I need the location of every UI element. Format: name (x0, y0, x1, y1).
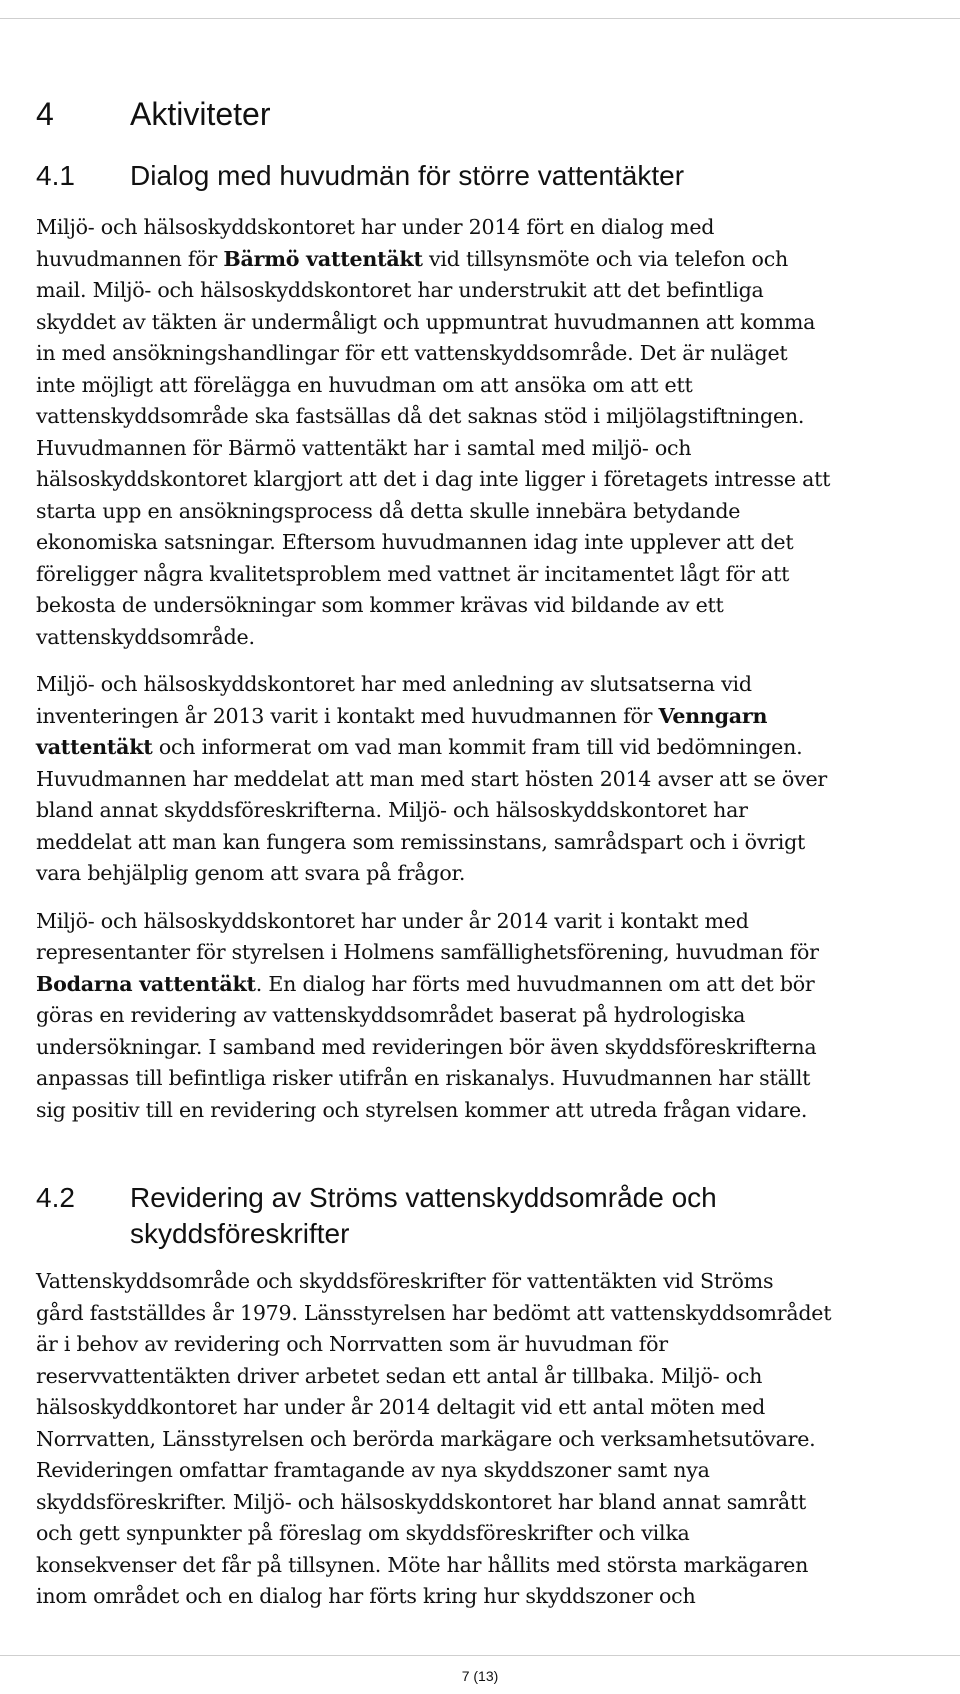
section-4-2-body (36, 1266, 936, 1613)
section-title-line: skyddsföreskrifter (130, 1218, 350, 1249)
text-line: är i behov av revidering och Norrvatten som är huvudman för (36, 1332, 668, 1356)
text-line: bland annat skyddsföreskrifterna. Miljö- och hälsoskyddskontoret har (36, 798, 748, 822)
section-title: Dialog med huvudmän för större vattentäkter (130, 160, 685, 191)
text-line: reservvattentäkten driver arbetet sedan ett antal år tillbaka. Miljö- och (36, 1363, 763, 1388)
section-title-line: Revidering av Ströms vattenskyddsområde och (130, 1182, 717, 1213)
bold-term: Bodarna vattentäkt (36, 971, 256, 996)
text-line: in med ansökningshandlingar för ett vattenskyddsområde. Det är nuläget (36, 341, 788, 365)
bold-term: vattentäkt (36, 735, 153, 759)
text-line: hälsoskyddkontoret har under år 2014 deltagit vid ett antal möten med (36, 1395, 766, 1419)
text-line: Miljö- och hälsoskyddskontoret har med anledning av slutsatserna vid (36, 672, 752, 696)
text-line: Miljö- och hälsoskyddskontoret har under 2014 fört en dialog med (36, 215, 715, 239)
text-line: skyddet av täkten är undermåligt och uppmuntrat huvudmannen att komma (36, 309, 816, 334)
text-line: ekonomiska satsningar. Eftersom huvudmannen idag inte upplever att det (36, 530, 794, 554)
bold-term: Venngarn (658, 703, 768, 728)
text-line: skyddsföreskrifter. Miljö- och hälsoskyddskontoret har bland annat samrått (36, 1489, 806, 1514)
text-line: konsekvenser det får på tillsynen. Möte har hållits med största markägaren (36, 1552, 809, 1577)
text-line: vara behjälplig genom att svara på frågor. (36, 861, 466, 885)
text-line: göras en revidering av vattenskyddsområdet baserat på hydrologiska (36, 1003, 746, 1027)
header-rule (0, 18, 960, 19)
body-paragraph (36, 1266, 936, 1613)
section-heading-4-2 (36, 1180, 936, 1252)
chapter-title: Aktiviteter (130, 96, 271, 132)
section-number: 4.2 (36, 1182, 75, 1213)
text-line: inventeringen år 2013 varit i kontakt med huvudmannen för Venngarn (36, 703, 768, 728)
body-paragraph (36, 212, 936, 653)
text-line: hälsoskyddskontoret klargjort att det i dag inte ligger i företagets intresse att (36, 467, 831, 491)
text-line: vattentäkt och informerat om vad man kommit fram till vid bedömningen. (36, 735, 803, 759)
text-line: Norrvatten, Länsstyrelsen och berörda markägare och verksamhetsutövare. (36, 1426, 816, 1451)
text-line: vattenskyddsområde. (36, 624, 255, 649)
text-line: gård fastställdes år 1979. Länsstyrelsen har bedömt att vattenskyddsområdet (36, 1300, 832, 1325)
footer-rule (0, 1655, 960, 1656)
text-line: Revideringen omfattar framtagande av nya skyddszoner samt nya (36, 1458, 710, 1482)
text-line: representanter för styrelsen i Holmens samfällighetsförening, huvudman för (36, 940, 819, 964)
text-line: Miljö- och hälsoskyddskontoret har under år 2014 varit i kontakt med (36, 908, 749, 933)
text-line: föreligger några kvalitetsproblem med vattnet är incitamentet lågt för att (36, 561, 790, 586)
text-line: mail. Miljö- och hälsoskyddskontoret har understrukit att det befintliga (36, 278, 764, 302)
text-line: Huvudmannen för Bärmö vattentäkt har i samtal med miljö- och (36, 435, 692, 460)
text-line: Huvudmannen har meddelat att man med start hösten 2014 avser att se över (36, 766, 827, 791)
text-line: anpassas till befintliga risker utifrån en riskanalys. Huvudmannen har ställt (36, 1066, 811, 1090)
section-title (130, 1180, 936, 1252)
text-line: inte möjligt att förelägga en huvudman om att ansöka om att ett (36, 372, 693, 397)
section-4-1-body (36, 212, 936, 1126)
bold-term: Bärmö vattentäkt (223, 246, 423, 271)
page-number: 7 (13) (461, 1668, 499, 1684)
text-line: Bodarna vattentäkt. En dialog har förts med huvudmannen om att det bör (36, 971, 815, 996)
body-paragraph (36, 669, 936, 890)
text-line: inom området och en dialog har förts kring hur skyddszoner och (36, 1584, 696, 1608)
text-line: och gett synpunkter på föreslag om skyddsföreskrifter och vilka (36, 1521, 690, 1545)
section-heading-4-1 (36, 154, 936, 198)
text-line: undersökningar. I samband med revideringen bör även skyddsföreskrifterna (36, 1034, 817, 1059)
body-paragraph (36, 906, 936, 1127)
text-line: starta upp en ansökningsprocess då detta skulle innebära betydande (36, 498, 741, 523)
section-number: 4.1 (36, 160, 75, 191)
text-line: sig positiv till en revidering och styrelsen kommer att utreda frågan vidare. (36, 1097, 808, 1122)
text-line: vattenskyddsområde ska fastsällas då det saknas stöd i miljölagstiftningen. (36, 404, 805, 428)
text-line: Vattenskyddsområde och skyddsföreskrifter för vattentäkten vid Ströms (36, 1269, 774, 1293)
text-line: huvudmannen för Bärmö vattentäkt vid tillsynsmöte och via telefon och (36, 246, 789, 271)
text-line: bekosta de undersökningar som kommer krävas vid bildande av ett (36, 593, 724, 617)
chapter-number: 4 (36, 96, 54, 132)
document-body (36, 92, 936, 1613)
chapter-heading (36, 92, 936, 136)
text-line: meddelat att man kan fungera som remissinstans, samrådspart och i övrigt (36, 829, 806, 854)
